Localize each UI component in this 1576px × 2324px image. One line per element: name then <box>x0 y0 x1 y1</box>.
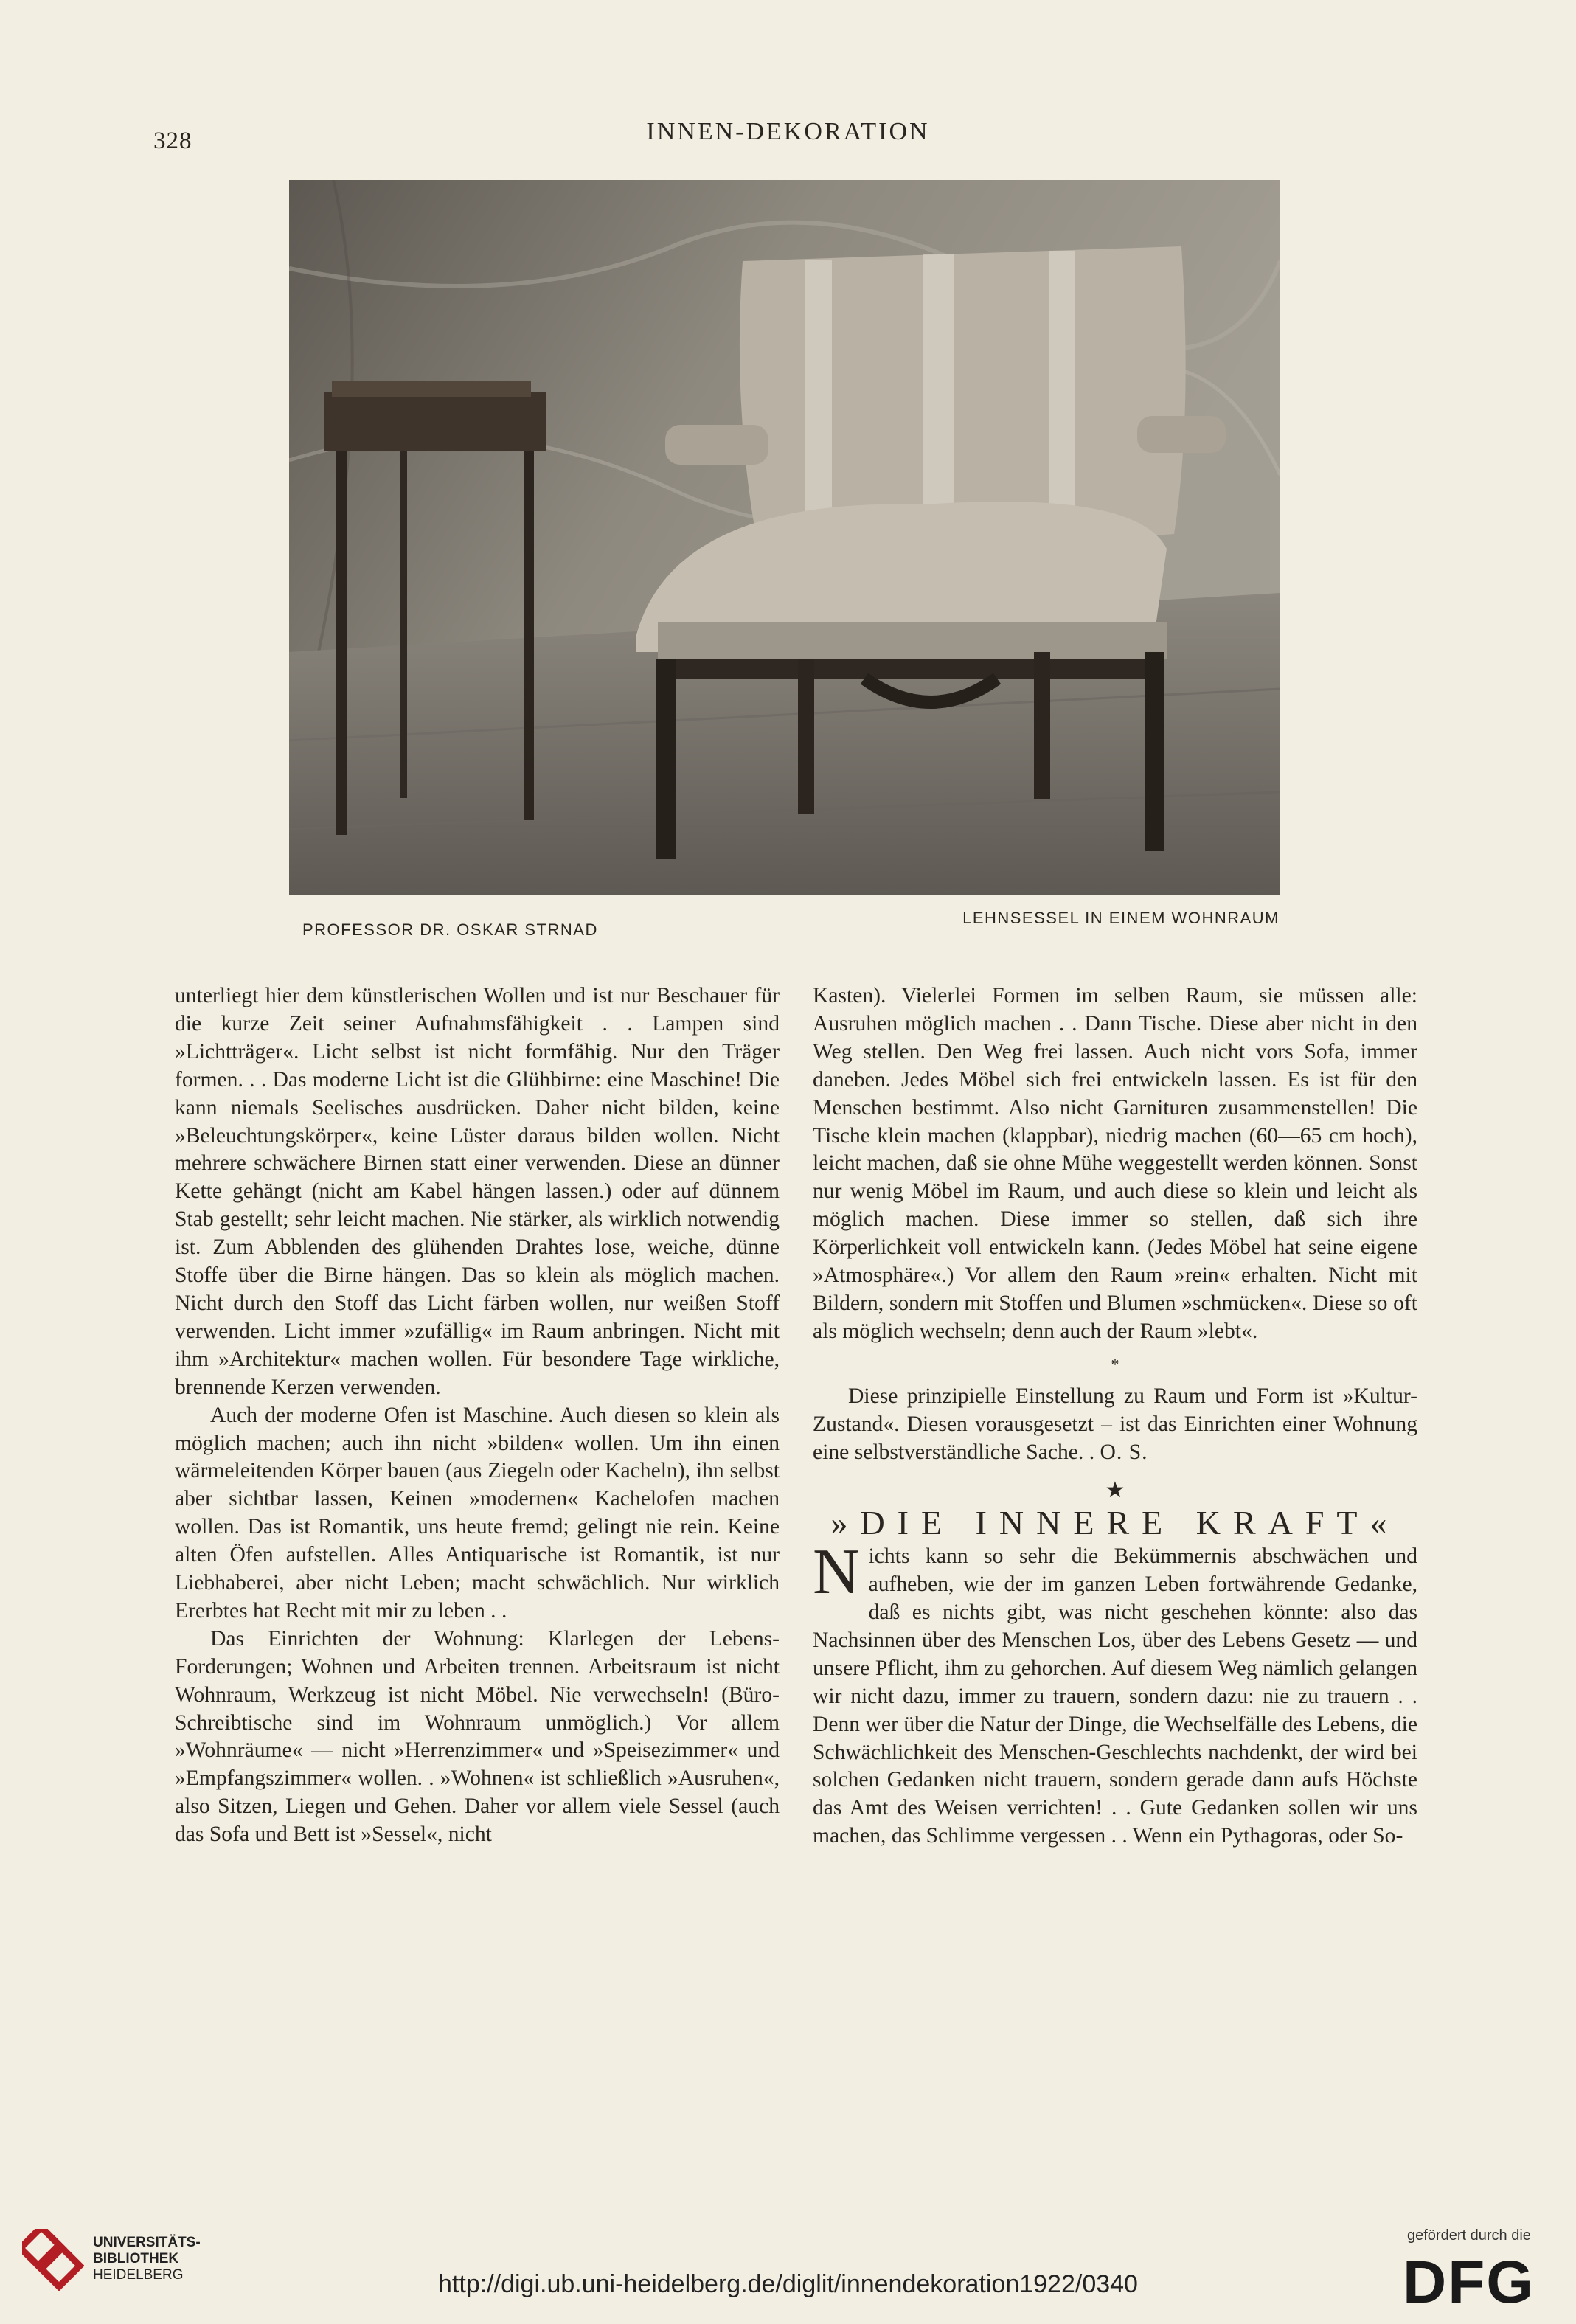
page-number: 328 <box>153 128 192 154</box>
drop-cap-initial: N <box>813 1536 860 1609</box>
paragraph-inner-strength <box>813 1536 1417 1850</box>
figure-caption-right: LEHNSESSEL IN EINEM WOHNRAUM <box>962 909 1280 927</box>
running-title: INNEN-DEKORATION <box>646 118 930 145</box>
separator-star: ★ <box>1105 1478 1125 1503</box>
separator-asterisk: * <box>1111 1354 1119 1373</box>
paragraph-furniture: Kasten). Vielerlei Formen im selben Raum, sie müssen alle: Ausruhen möglich machen . . Dann Tische. Diese aber nicht in den Weg stellen. Den Weg frei lassen. Auch nicht vors Sofa, immer daneben. Jedes Möbel sich frei entwickeln lassen. Es ist für den Menschen bestimmt. Also nicht Garnituren zusammenstellen! Die Tische klein machen (klappbar), niedrig machen (60—65 cm hoch), leicht machen, daß sie ohne Mühe weggestellt werden können. Sonst nur wenig Möbel im Raum, und auch diese so klein und leicht als möglich machen. Diese immer so stellen, daß sich ihre Körperlichkeit voll entwickeln kann. (Jedes Möbel hat seine eigene »Atmosphäre«.) Vor allem den Raum »rein« erhalten. Nicht mit Bildern, sondern mit Stoffen und Blumen »schmücken«. Diese so oft als möglich wechseln; denn auch der Raum »lebt«. <box>813 984 1417 1343</box>
library-name-line-1: UNIVERSITÄTS- <box>93 2235 201 2250</box>
library-name-line-2: BIBLIOTHEK <box>93 2251 179 2266</box>
photograph-armchair <box>289 180 1280 895</box>
paragraph-inner-strength-text: ichts kann so sehr die Bekümmernis abschwächen und aufheben, wie der im ganzen Leben fortwährende Gedanke, daß es nichts gibt, was nicht geschehen könnte: also das Nachsinnen über des Menschen Los, über des Lebens Gesetz — und unsere Pflicht, ihm zu gehorchen. Auf diesem Weg nämlich gelangen wir nicht dazu, immer zu trauern, sondern dazu: nie zu trauern . . Denn wer über die Natur der Dinge, die Wechselfälle des Lebens, die Schwächlichkeit des Menschen-Geschlechts nachdenkt, der wird bei solchen Gedanken nicht trauern, sondern gerade dann aufs Höchste das Amt des Weisen verrichten! . . Gute Gedanken sollen wir uns machen, das Schlimme vergessen . . Wenn ein Pythagoras, oder So- <box>813 1544 1417 1848</box>
paragraph-lights: unterliegt hier dem künstlerischen Wollen und ist nur Beschauer für die kurze Zeit seiner Aufnahmsfähigkeit . . Lampen sind »Lichtträger«. Licht selbst ist nicht formfähig. Nur den Träger formen. . . Das moderne Licht ist die Glühbirne: eine Maschine! Die kann niemals Seelisches ausdrücken. Daher nicht bilden, keine »Beleuchtungskörper«, keine Lüster daraus bilden wollen. Nicht mehrere schwächere Birnen statt einer verwenden. Diese an dünner Kette gehängt (nicht am Kabel hängen lassen.) oder auf dünnem Stab gestellt; sehr leicht machen. Nie stärker, als wirklich notwendig ist. Zum Abblenden des glühenden Drahtes lose, weiche, dünne Stoffe über die Birne hängen. Das so klein als möglich machen. Nicht durch den Stoff das Licht färben wollen, nur weißen Stoff verwenden. Licht immer »zufällig« im Raum anbringen. Nicht mit ihm »Architektur« machen wollen. Für besondere Tage wirkliche, brennende Kerzen verwenden. <box>175 984 780 1399</box>
figure-caption-left: PROFESSOR DR. OSKAR STRNAD <box>302 920 598 939</box>
right-column <box>813 982 1417 1850</box>
library-name-line-3: HEIDELBERG <box>93 2267 184 2283</box>
dfg-logo: DFG <box>1403 2249 1535 2316</box>
paragraph-stove: Auch der moderne Ofen ist Maschine. Auch diesen so klein als möglich machen; auch ihn nicht »bilden« wollen. Um ihn einen wärmeleitenden Körper bauen (aus Ziegeln oder Kacheln), ihn selbst aber sichtbar lassen, Keinen »modernen« Kachelofen machen wollen. Das ist Romantik, uns heute fremd; gelingt nie rein. Keine alten Öfen aufstellen. Alles Antiquarische ist Romantik, ist nur Liebhaberei, aber nicht Leben; macht schwächlich. Nur wirklich Ererbtes hat Recht mit mir zu leben . . <box>175 1403 780 1623</box>
section-title: »DIE INNERE KRAFT« <box>830 1504 1400 1542</box>
paragraph-furnishing: Das Einrichten der Wohnung: Klarlegen der Lebens-Forderungen; Wohnen und Arbeiten trennen. Arbeitsraum ist nicht Wohnraum, Werkzeug ist nicht Möbel. Nie verwechseln! (Büro-Schreibtische sind im Wohnraum unmöglich.) Vor allem »Wohnräume« — nicht »Herrenzimmer« und »Speisezimmer« und »Empfangszimmer« wollen. . »Wohnen« ist schließlich »Ausruhen«, also Sitzen, Liegen und Gehen. Daher vor allem viele Sessel (auch das Sofa und Bett ist »Sessel«, nicht <box>175 1626 780 1847</box>
source-url-link[interactable]: http://digi.ub.uni-heidelberg.de/diglit/innendekoration1922/0340 <box>438 2270 1138 2298</box>
author-signature: O. S. <box>1100 1440 1148 1464</box>
left-column <box>175 982 780 1849</box>
paragraph-culture <box>813 1383 1417 1467</box>
paragraph-culture-text: Diese prinzipielle Einstellung zu Raum und Form ist »Kultur-Zustand«. Diesen vorausgesetzt – ist das Einrichten einer Wohnung eine selbstverständliche Sache. . <box>813 1384 1417 1464</box>
funded-by-label: gefördert durch die <box>1407 2227 1531 2244</box>
